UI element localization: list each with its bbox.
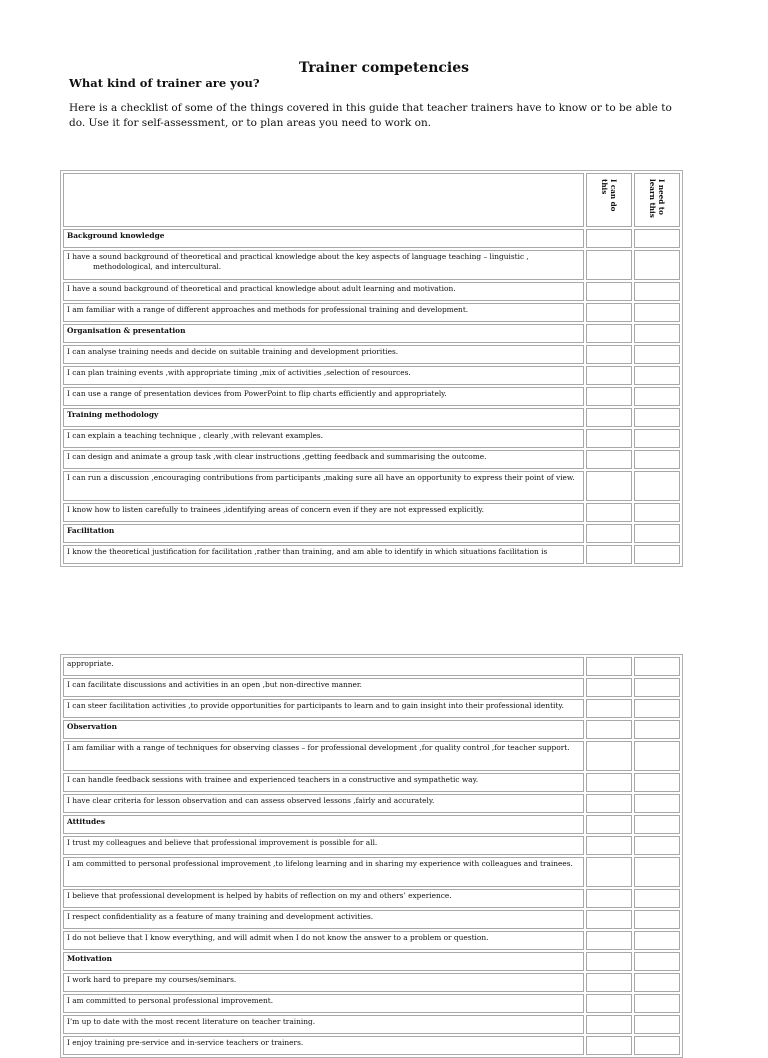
statement-text [63, 366, 584, 385]
statement-line: I can steer facilitation activities ,to provide opportunities for participants to learn and to gain insight into their professional identity. [67, 701, 564, 710]
category-text: Background knowledge [67, 231, 165, 240]
category-label [63, 408, 584, 427]
can-do-checkbox-cell[interactable] [586, 657, 632, 676]
need-learn-checkbox-cell[interactable] [634, 994, 680, 1013]
need-learn-checkbox-cell[interactable] [634, 229, 680, 248]
category-row [63, 229, 680, 248]
need-learn-checkbox-cell[interactable] [634, 408, 680, 427]
category-row [63, 815, 680, 834]
statement-line: I believe that professional development is helped by habits of reflection on my and others’ experience. [67, 891, 452, 900]
can-do-checkbox-cell[interactable] [586, 699, 632, 718]
can-do-checkbox-cell[interactable] [586, 408, 632, 427]
checklist-row [63, 973, 680, 992]
checklist-row [63, 773, 680, 792]
checklist-row [63, 657, 680, 676]
checklist-row [63, 910, 680, 929]
need-learn-checkbox-cell[interactable] [634, 794, 680, 813]
can-do-checkbox-cell[interactable] [586, 503, 632, 522]
statement-line: I can handle feedback sessions with trainee and experienced teachers in a constructive and sympathetic way. [67, 775, 479, 784]
statement-text [63, 910, 584, 929]
can-do-checkbox-cell[interactable] [586, 973, 632, 992]
checklist-row [63, 994, 680, 1013]
statement-text [63, 857, 584, 887]
need-learn-checkbox-cell[interactable] [634, 524, 680, 543]
can-do-checkbox-cell[interactable] [586, 282, 632, 301]
category-label [63, 720, 584, 739]
statement-line: I am familiar with a range of techniques for observing classes – for professional development ,for quality control ,for teacher support. [67, 743, 570, 752]
checklist-row [63, 699, 680, 718]
can-do-checkbox-cell[interactable] [586, 1036, 632, 1055]
statement-line: I can facilitate discussions and activities in an open ,but non-directive manner. [67, 680, 362, 689]
header-item-cell [63, 173, 584, 227]
category-row [63, 952, 680, 971]
checklist-table-2 [60, 654, 683, 1058]
need-learn-checkbox-cell[interactable] [634, 889, 680, 908]
statement-text [63, 471, 584, 501]
need-learn-checkbox-cell[interactable] [634, 815, 680, 834]
statement-line: I can plan training events ,with appropriate timing ,mix of activities ,selection of resources. [67, 368, 411, 377]
can-do-checkbox-cell[interactable] [586, 471, 632, 501]
category-text: Attitudes [67, 817, 106, 826]
can-do-checkbox-cell[interactable] [586, 345, 632, 364]
checklist-table-1 [60, 170, 683, 567]
statement-text [63, 1036, 584, 1055]
can-do-checkbox-cell[interactable] [586, 387, 632, 406]
statement-line: I can run a discussion ,encouraging contributions from participants ,making sure all have an opportunity to express their point of view. [67, 473, 575, 482]
can-do-checkbox-cell[interactable] [586, 303, 632, 322]
header-need-learn-label: I need to learn this [648, 179, 666, 218]
statement-text [63, 250, 584, 280]
need-learn-checkbox-cell[interactable] [634, 773, 680, 792]
need-learn-checkbox-cell[interactable] [634, 931, 680, 950]
statement-line: I’m up to date with the most recent literature on teacher training. [67, 1017, 316, 1026]
category-label [63, 524, 584, 543]
can-do-checkbox-cell[interactable] [586, 324, 632, 343]
need-learn-checkbox-cell[interactable] [634, 503, 680, 522]
can-do-checkbox-cell[interactable] [586, 952, 632, 971]
statement-text [63, 450, 584, 469]
category-text: Training methodology [67, 410, 159, 419]
category-text: Observation [67, 722, 117, 731]
can-do-checkbox-cell[interactable] [586, 773, 632, 792]
statement-text [63, 973, 584, 992]
category-row [63, 324, 680, 343]
page-title: Trainer competencies [298, 60, 470, 76]
checklist-row [63, 303, 680, 322]
need-learn-checkbox-cell[interactable] [634, 366, 680, 385]
can-do-checkbox-cell[interactable] [586, 741, 632, 771]
statement-text [63, 1015, 584, 1034]
category-row [63, 524, 680, 543]
can-do-checkbox-cell[interactable] [586, 450, 632, 469]
statement-text [63, 657, 584, 676]
checklist-row [63, 345, 680, 364]
need-learn-checkbox-cell[interactable] [634, 429, 680, 448]
intro-paragraph: Here is a checklist of some of the things covered in this guide that teacher trainers have to know or to be able to do. Use it for self-assessment, or to plan areas you need to work on. [69, 102, 672, 129]
need-learn-checkbox-cell[interactable] [634, 450, 680, 469]
need-learn-checkbox-cell[interactable] [634, 345, 680, 364]
need-learn-checkbox-cell[interactable] [634, 720, 680, 739]
statement-line: I can analyse training needs and decide on suitable training and development priorities. [67, 347, 399, 356]
checklist-row [63, 794, 680, 813]
table-header-row [63, 173, 680, 227]
statement-text [63, 994, 584, 1013]
category-text: Organisation & presentation [67, 326, 186, 335]
statement-text [63, 345, 584, 364]
need-learn-checkbox-cell[interactable] [634, 952, 680, 971]
can-do-checkbox-cell[interactable] [586, 678, 632, 697]
checklist-row [63, 678, 680, 697]
statement-text [63, 387, 584, 406]
can-do-checkbox-cell[interactable] [586, 429, 632, 448]
checklist-row [63, 889, 680, 908]
need-learn-checkbox-cell[interactable] [634, 741, 680, 771]
statement-text [63, 303, 584, 322]
statement-text [63, 282, 584, 301]
statement-line: I work hard to prepare my courses/seminars. [67, 975, 237, 984]
checklist-row [63, 471, 680, 501]
checklist-row [63, 366, 680, 385]
statement-text [63, 503, 584, 522]
statement-text [63, 678, 584, 697]
statement-line: I do not believe that I know everything, and will admit when I do not know the answer to a problem or question. [67, 933, 489, 942]
statement-line: I trust my colleagues and believe that professional improvement is possible for all. [67, 838, 378, 847]
can-do-checkbox-cell[interactable] [586, 366, 632, 385]
can-do-checkbox-cell[interactable] [586, 250, 632, 280]
checklist-row [63, 1036, 680, 1055]
checklist-row [63, 836, 680, 855]
statement-text [63, 545, 584, 564]
need-learn-checkbox-cell[interactable] [634, 387, 680, 406]
category-label [63, 229, 584, 248]
checklist-row [63, 450, 680, 469]
need-learn-checkbox-cell[interactable] [634, 1036, 680, 1055]
category-row [63, 408, 680, 427]
can-do-checkbox-cell[interactable] [586, 836, 632, 855]
statement-text [63, 773, 584, 792]
category-label [63, 324, 584, 343]
statement-line: I have a sound background of theoretical and practical knowledge about the key aspects of language teaching – linguistic , [67, 252, 529, 261]
need-learn-checkbox-cell[interactable] [634, 282, 680, 301]
category-label [63, 952, 584, 971]
statement-line: I am committed to personal professional improvement. [67, 996, 274, 1005]
checklist-row [63, 741, 680, 771]
statement-line: I can use a range of presentation devices from PowerPoint to flip charts efficiently and appropriately. [67, 389, 447, 398]
need-learn-checkbox-cell[interactable] [634, 471, 680, 501]
can-do-checkbox-cell[interactable] [586, 910, 632, 929]
need-learn-checkbox-cell[interactable] [634, 545, 680, 564]
statement-line: I can explain a teaching technique , clearly ,with relevant examples. [67, 431, 324, 440]
checklist-row [63, 429, 680, 448]
subtitle: What kind of trainer are you? [69, 76, 260, 90]
statement-line: I have a sound background of theoretical and practical knowledge about adult learning and motivation. [67, 284, 456, 293]
need-learn-checkbox-cell[interactable] [634, 857, 680, 887]
statement-line: I am committed to personal professional improvement ,to lifelong learning and in sharing my experience with colleagues and trainees. [67, 859, 573, 868]
statement-line: I know the theoretical justification for facilitation ,rather than training, and am able to identify in which situations facilitation is [67, 547, 548, 556]
statement-text [63, 889, 584, 908]
checklist-row [63, 545, 680, 564]
can-do-checkbox-cell[interactable] [586, 545, 632, 564]
need-learn-checkbox-cell[interactable] [634, 303, 680, 322]
header-need-learn [634, 173, 680, 227]
can-do-checkbox-cell[interactable] [586, 889, 632, 908]
need-learn-checkbox-cell[interactable] [634, 1015, 680, 1034]
statement-line: I respect confidentiality as a feature of many training and development activities. [67, 912, 374, 921]
checklist-row [63, 857, 680, 887]
can-do-checkbox-cell[interactable] [586, 720, 632, 739]
statement-line: I have clear criteria for lesson observation and can assess observed lessons ,fairly and accurately. [67, 796, 435, 805]
statement-text [63, 699, 584, 718]
statement-line: appropriate. [67, 659, 114, 668]
need-learn-checkbox-cell[interactable] [634, 657, 680, 676]
need-learn-checkbox-cell[interactable] [634, 250, 680, 280]
need-learn-checkbox-cell[interactable] [634, 836, 680, 855]
checklist-row [63, 503, 680, 522]
category-row [63, 720, 680, 739]
need-learn-checkbox-cell[interactable] [634, 910, 680, 929]
header-can-do [586, 173, 632, 227]
need-learn-checkbox-cell[interactable] [634, 973, 680, 992]
statement-line: I enjoy training pre-service and in-service teachers or trainers. [67, 1038, 304, 1047]
can-do-checkbox-cell[interactable] [586, 794, 632, 813]
statement-text [63, 429, 584, 448]
can-do-checkbox-cell[interactable] [586, 1015, 632, 1034]
checklist-row [63, 387, 680, 406]
can-do-checkbox-cell[interactable] [586, 994, 632, 1013]
checklist-row [63, 250, 680, 280]
statement-text [63, 794, 584, 813]
can-do-checkbox-cell[interactable] [586, 931, 632, 950]
header-can-do-label: I can do this [600, 179, 618, 212]
need-learn-checkbox-cell[interactable] [634, 699, 680, 718]
category-text: Motivation [67, 954, 112, 963]
statement-line: I know how to listen carefully to trainees ,identifying areas of concern even if they are not expressed explicitly. [67, 505, 484, 514]
statement-text [63, 741, 584, 771]
category-text: Facilitation [67, 526, 115, 535]
can-do-checkbox-cell[interactable] [586, 229, 632, 248]
statement-line: I can design and animate a group task ,with clear instructions ,getting feedback and summarising the outcome. [67, 452, 487, 461]
can-do-checkbox-cell[interactable] [586, 857, 632, 887]
category-label [63, 815, 584, 834]
checklist-row [63, 1015, 680, 1034]
checklist-row [63, 931, 680, 950]
checklist-row [63, 282, 680, 301]
need-learn-checkbox-cell[interactable] [634, 678, 680, 697]
statement-text [63, 931, 584, 950]
statement-text [63, 836, 584, 855]
statement-continuation: methodological, and intercultural. [93, 262, 222, 271]
can-do-checkbox-cell[interactable] [586, 524, 632, 543]
can-do-checkbox-cell[interactable] [586, 815, 632, 834]
statement-line: I am familiar with a range of different approaches and methods for professional training and development. [67, 305, 469, 314]
need-learn-checkbox-cell[interactable] [634, 324, 680, 343]
